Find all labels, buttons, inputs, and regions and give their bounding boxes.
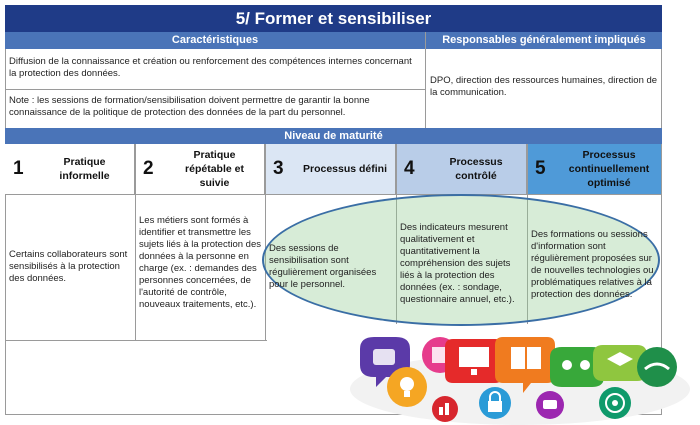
level-label: Processus défini bbox=[302, 163, 388, 175]
communication-icons-illustration bbox=[345, 327, 690, 425]
level-number: 5 bbox=[535, 158, 546, 179]
level-1-description: Certains collaborateurs sont sensibilisés à la protection des données. bbox=[9, 249, 128, 284]
row-divider bbox=[5, 340, 267, 341]
note-text: Note : les sessions de formation/sensibilisation doivent permettre de garantir la bonne connaissance de la politique de protection des données de la part du personnel. bbox=[9, 95, 370, 118]
maturity-level-5 bbox=[527, 144, 662, 194]
lightbulb-icon bbox=[387, 367, 427, 407]
level-label: Pratique répétable et suivie bbox=[185, 149, 244, 189]
maturity-level-2 bbox=[135, 144, 265, 194]
description-text: Diffusion de la connaissance et création ou renforcement des compétences internes concernant la protection des données. bbox=[9, 56, 412, 79]
target-icon bbox=[599, 387, 631, 419]
chat-icon bbox=[536, 391, 564, 419]
level-label: Processus contrôlé bbox=[449, 156, 503, 182]
chart-icon bbox=[432, 396, 458, 422]
level-label: Processus continuellement optimisé bbox=[568, 149, 650, 189]
monitor-icon bbox=[445, 339, 503, 383]
level-5-description: Des formations ou sessions d'information sont régulièrement proposées sur de nouvelles technologies ou problématiques relatives à la protection des données. bbox=[531, 229, 654, 300]
level-number: 3 bbox=[273, 158, 284, 179]
handshake-icon bbox=[637, 347, 677, 387]
characteristics-header: Caractéristiques bbox=[5, 32, 425, 49]
level-number: 4 bbox=[404, 158, 415, 179]
lock-icon bbox=[479, 387, 511, 419]
responsibles-header: Responsables généralement impliqués bbox=[426, 32, 662, 49]
responsibles-text: DPO, direction des ressources humaines, direction de la communication. bbox=[430, 75, 658, 98]
maturity-level-1 bbox=[5, 144, 135, 194]
level-2-description: Les métiers sont formés à identifier et transmettre les sujets liés à la protection des données à la personne en charge (ex. : demandes des personnes concernées, de l'autorité de contrôle, nouveaux traitements, etc.). bbox=[139, 215, 261, 310]
row-divider bbox=[5, 194, 662, 195]
level-number: 2 bbox=[143, 158, 154, 179]
level-4-description: Des indicateurs mesurent qualitativement et quantitativement la compréhension des sujets liés à la protection des données (ex. : sondage, questionnaire annuel, etc.). bbox=[400, 222, 515, 305]
maturity-header: Niveau de maturité bbox=[5, 128, 662, 144]
level-label: Pratique informelle bbox=[59, 156, 110, 182]
maturity-level-4 bbox=[396, 144, 527, 194]
maturity-level-3 bbox=[265, 144, 396, 194]
page-title: 5/ Former et sensibiliser bbox=[5, 5, 662, 32]
level-number: 1 bbox=[13, 158, 24, 179]
row-divider bbox=[5, 89, 425, 90]
level-3-description: Des sessions de sensibilisation sont régulièrement organisées pour le personnel. bbox=[269, 243, 377, 290]
